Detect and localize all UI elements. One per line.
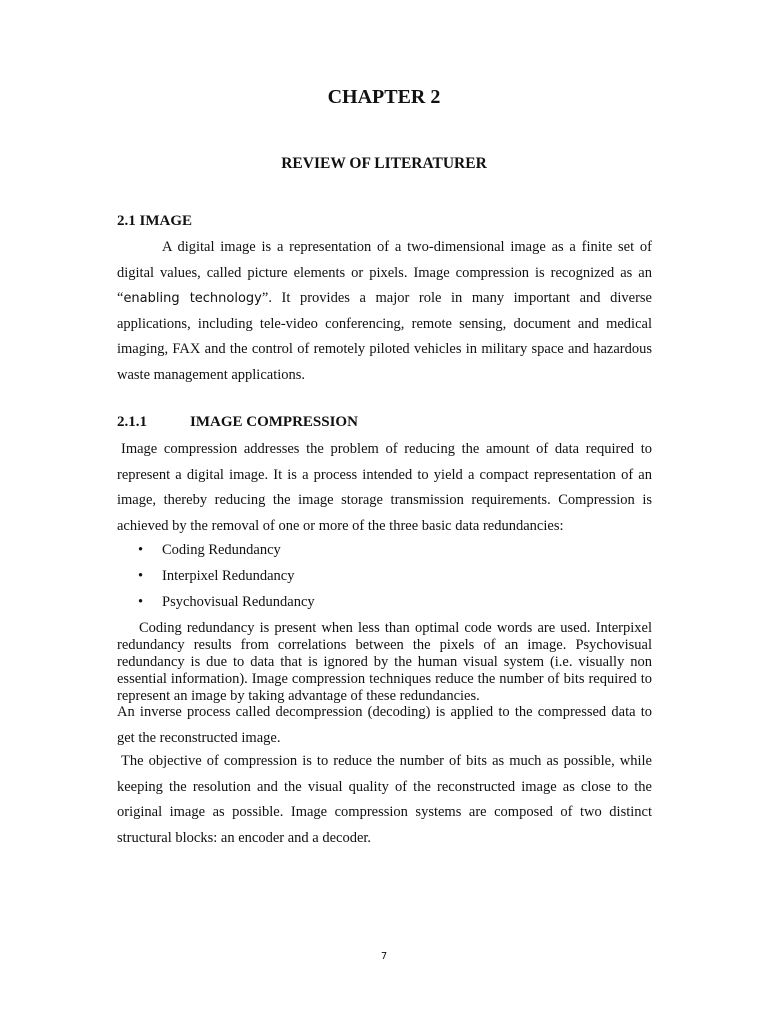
- paragraph-text: The objective of compression is to reduce the number of bits as much as possible, while keeping the resolution and the visual quality of the reconstructed image as close to the original image as possible. Image compression systems are composed of two distinct structural blocks: an encoder and a decoder.: [117, 753, 652, 846]
- page-number: 7: [380, 951, 388, 962]
- bullet-icon: •: [138, 594, 144, 610]
- text-span: A digital image is a representation of a two-dimensional image as a finite set of digital values, called picture elements or pixels. Image compression is recognized as an “: [117, 239, 652, 306]
- heading-2-1-1: [117, 414, 358, 431]
- paragraph-image-intro: [117, 235, 652, 388]
- paragraph-text: Coding redundancy is present when less than optimal code words are used. Interpixel redundancy results from correlations between the pixels of an image. Psychovisual redundancy is due to data that is ignored by the human visual system (i.e. visually non essential information). Image compression techniques reduce the number of bits required to represent an image by taking advantage of these redundancies.: [117, 620, 652, 704]
- list-item-label: Interpixel Redundancy: [162, 568, 295, 584]
- paragraph-text: Image compression addresses the problem of reducing the amount of data required to represent a digital image. It is a process intended to yield a compact representation of an image, thereby reducing the image storage transmission requirements. Compression is achieved by the removal of one or more of the three basic data redundancies:: [117, 441, 652, 534]
- list-item: [138, 592, 315, 618]
- paragraph-decompression: [117, 700, 652, 751]
- list-item: [138, 566, 315, 592]
- list-item: [138, 540, 315, 566]
- paragraph-objective: [117, 749, 652, 851]
- heading-number: 2.1.1: [117, 414, 147, 430]
- list-item-label: Coding Redundancy: [162, 542, 281, 558]
- list-item-label: Psychovisual Redundancy: [162, 594, 315, 610]
- section-title: REVIEW OF LITERATURER: [281, 155, 487, 172]
- heading-2-1: 2.1 IMAGE: [117, 213, 192, 229]
- paragraph-compression-intro: [117, 437, 652, 539]
- redundancy-list: [138, 540, 315, 618]
- bullet-icon: •: [138, 568, 144, 584]
- text-span: ”. It: [261, 290, 291, 306]
- chapter-title: CHAPTER 2: [327, 86, 441, 108]
- heading-title: IMAGE COMPRESSION: [190, 414, 358, 430]
- text-span: provides a major role in many important and diverse applications, including tele-video conferencing, remote sensing, document and medical imaging, FAX and the control of remotely piloted vehicles in military space and hazardous waste management applications.: [117, 290, 652, 383]
- bullet-icon: •: [138, 542, 144, 558]
- text-span-special: enabling technology: [123, 291, 262, 306]
- paragraph-text: An inverse process called decompression (decoding) is applied to the compressed data to get the reconstructed image.: [117, 704, 652, 746]
- paragraph-redundancy-details: [117, 620, 652, 705]
